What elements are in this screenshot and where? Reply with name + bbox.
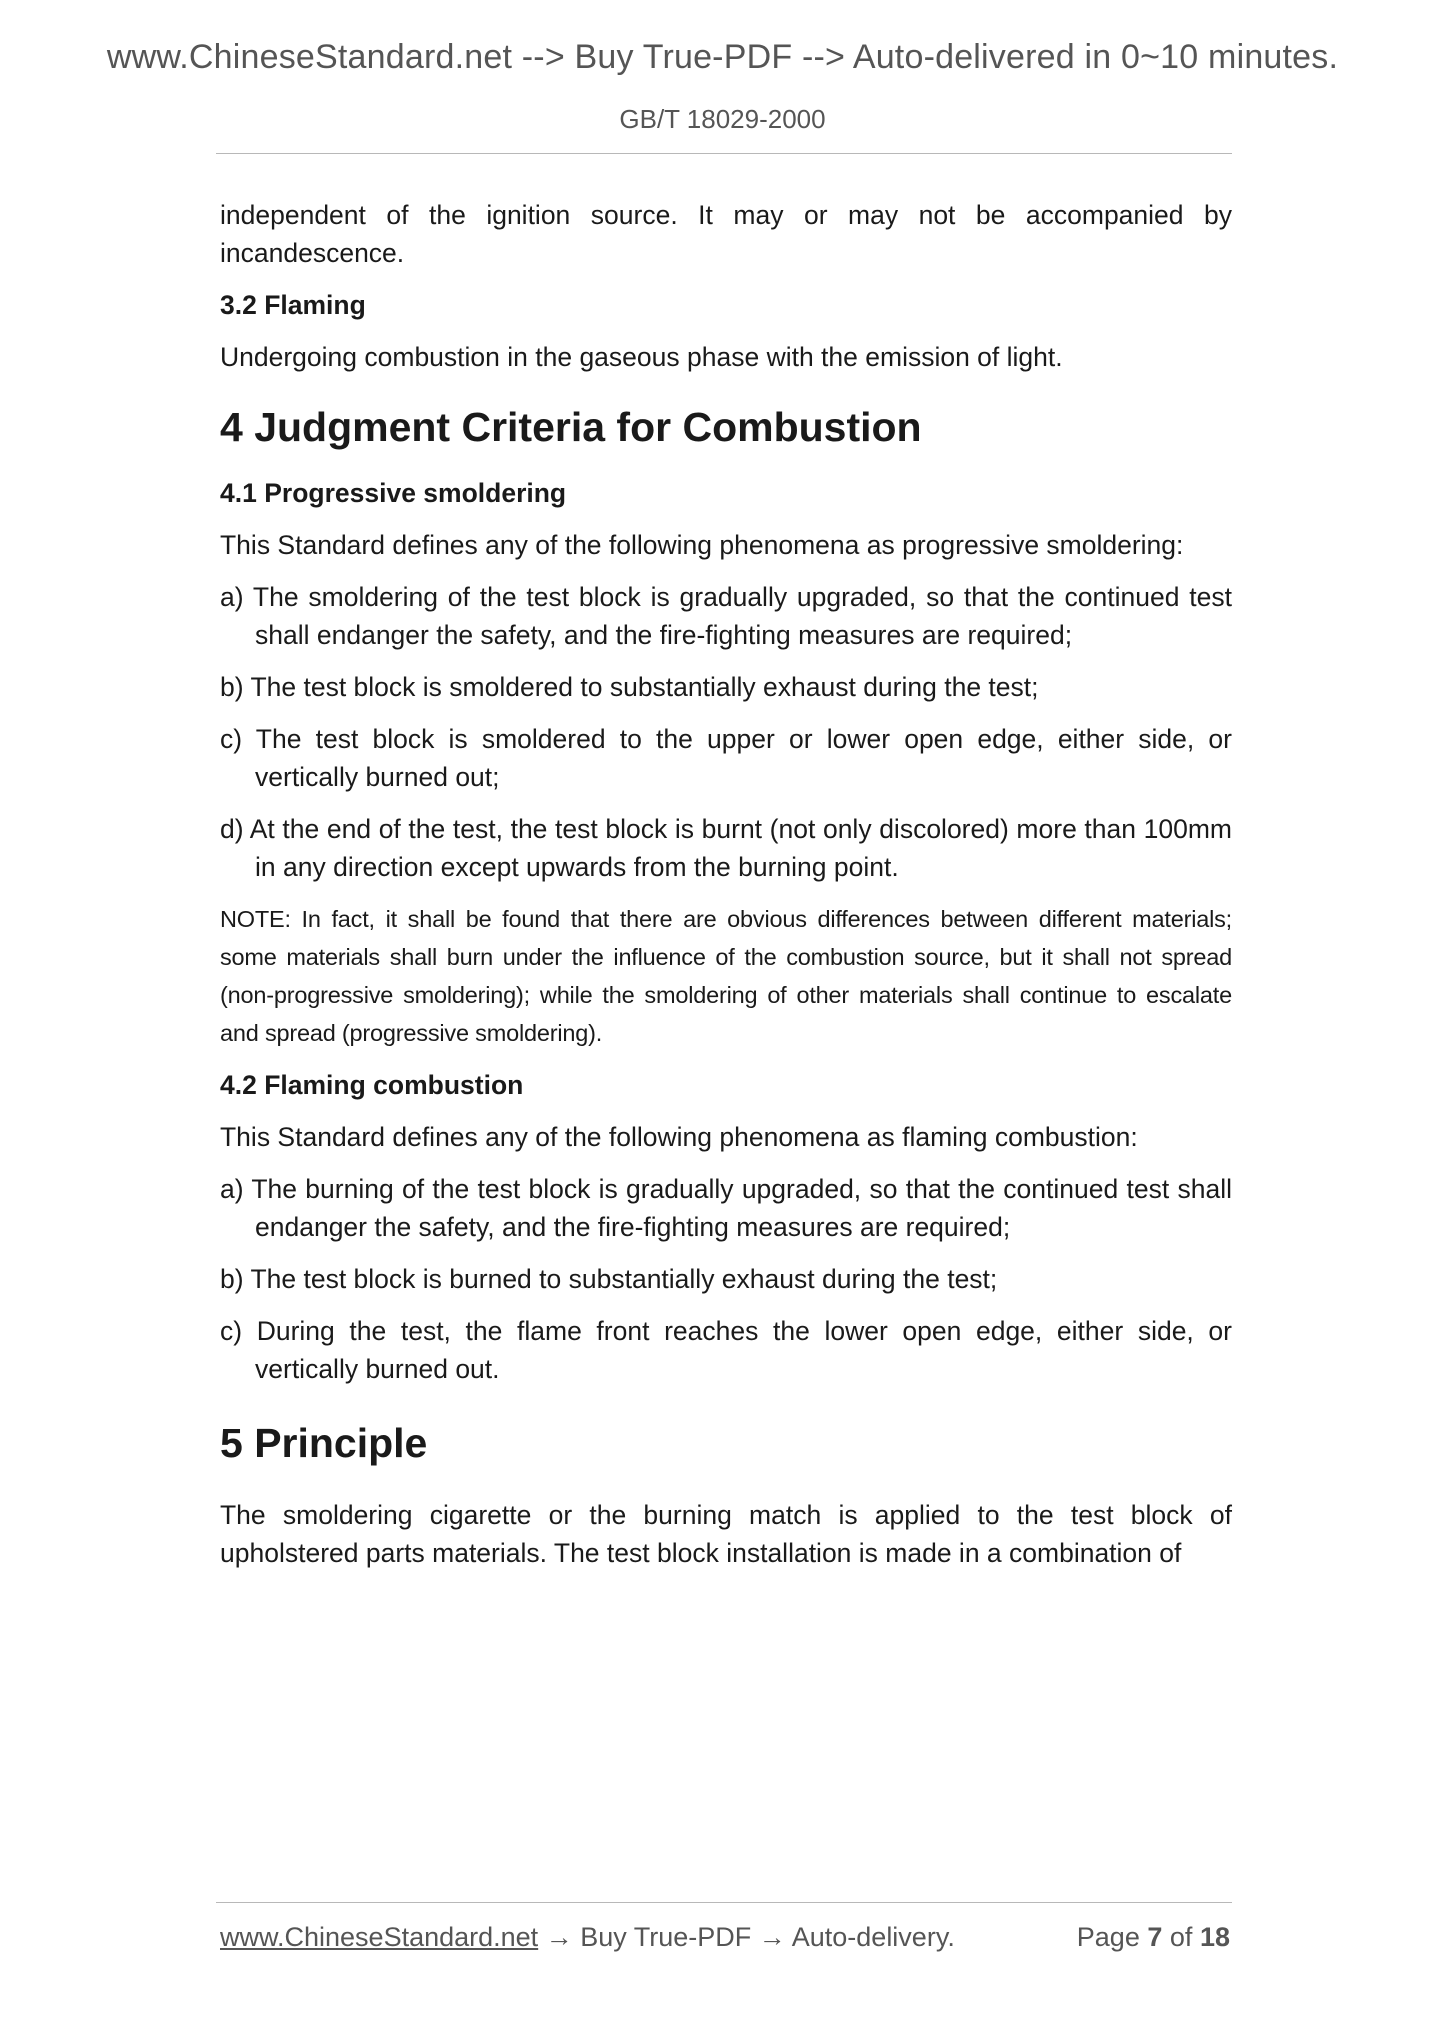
- footer-left: [220, 1922, 955, 1953]
- list-item: c) During the test, the flame front reaches the lower open edge, either side, or vertically burned out.: [220, 1316, 1232, 1384]
- note-paragraph: NOTE: In fact, it shall be found that there are obvious differences between different materials; some materials shall burn under the influence of the combustion source, but it shall not spread (non-progressive smoldering); while the smoldering of other materials shall continue to escalate and spread (progressive smoldering).: [220, 906, 1232, 1046]
- footer-divider: [216, 1902, 1232, 1903]
- list-item: a) The burning of the test block is gradually upgraded, so that the continued test shall endanger the safety, and the fire-fighting measures are required;: [220, 1174, 1232, 1242]
- section-4-1-lead: This Standard defines any of the following phenomena as progressive smoldering:: [220, 530, 1184, 560]
- intro-paragraph: independent of the ignition source. It may or may not be accompanied by incandescence.: [220, 200, 1232, 268]
- page-content: [220, 196, 1232, 1572]
- top-banner: www.ChineseStandard.net --> Buy True-PDF --> Auto-delivered in 0~10 minutes.: [106, 38, 1339, 76]
- footer-site-link[interactable]: www.ChineseStandard.net: [220, 1922, 539, 1952]
- page-number: [1077, 1922, 1230, 1953]
- section-4-2-heading: 4.2 Flaming combustion: [220, 1070, 524, 1100]
- page-label: Page: [1076, 1922, 1140, 1952]
- section-4-2-lead: This Standard defines any of the following phenomena as flaming combustion:: [220, 1122, 1138, 1152]
- list-item: c) The test block is smoldered to the upper or lower open edge, either side, or vertically burned out;: [220, 724, 1232, 792]
- section-4-1-heading: 4.1 Progressive smoldering: [220, 478, 567, 508]
- page-total: 18: [1199, 1922, 1230, 1952]
- header-divider: [216, 153, 1232, 154]
- document-code: GB/T 18029-2000: [619, 104, 826, 134]
- page-of-label: of: [1169, 1922, 1193, 1952]
- list-item: b) The test block is smoldered to substantially exhaust during the test;: [220, 672, 1039, 702]
- list-item: b) The test block is burned to substantially exhaust during the test;: [220, 1264, 998, 1294]
- section-4-heading: 4 Judgment Criteria for Combustion: [220, 404, 922, 450]
- section-3-2-heading: 3.2 Flaming: [220, 290, 366, 320]
- footer-tagline: → Buy True-PDF → Auto-delivery.: [538, 1922, 955, 1952]
- section-5-text: The smoldering cigarette or the burning match is applied to the test block of upholstered parts materials. The test block installation is made in a combination of: [220, 1500, 1232, 1568]
- section-5-heading: 5 Principle: [220, 1420, 428, 1466]
- list-item: a) The smoldering of the test block is gradually upgraded, so that the continued test shall endanger the safety, and the fire-fighting measures are required;: [220, 582, 1232, 650]
- section-3-2-text: Undergoing combustion in the gaseous phase with the emission of light.: [220, 342, 1063, 372]
- list-item: d) At the end of the test, the test block is burnt (not only discolored) more than 100mm in any direction except upwards from the burning point.: [220, 814, 1232, 882]
- page-current: 7: [1147, 1922, 1163, 1952]
